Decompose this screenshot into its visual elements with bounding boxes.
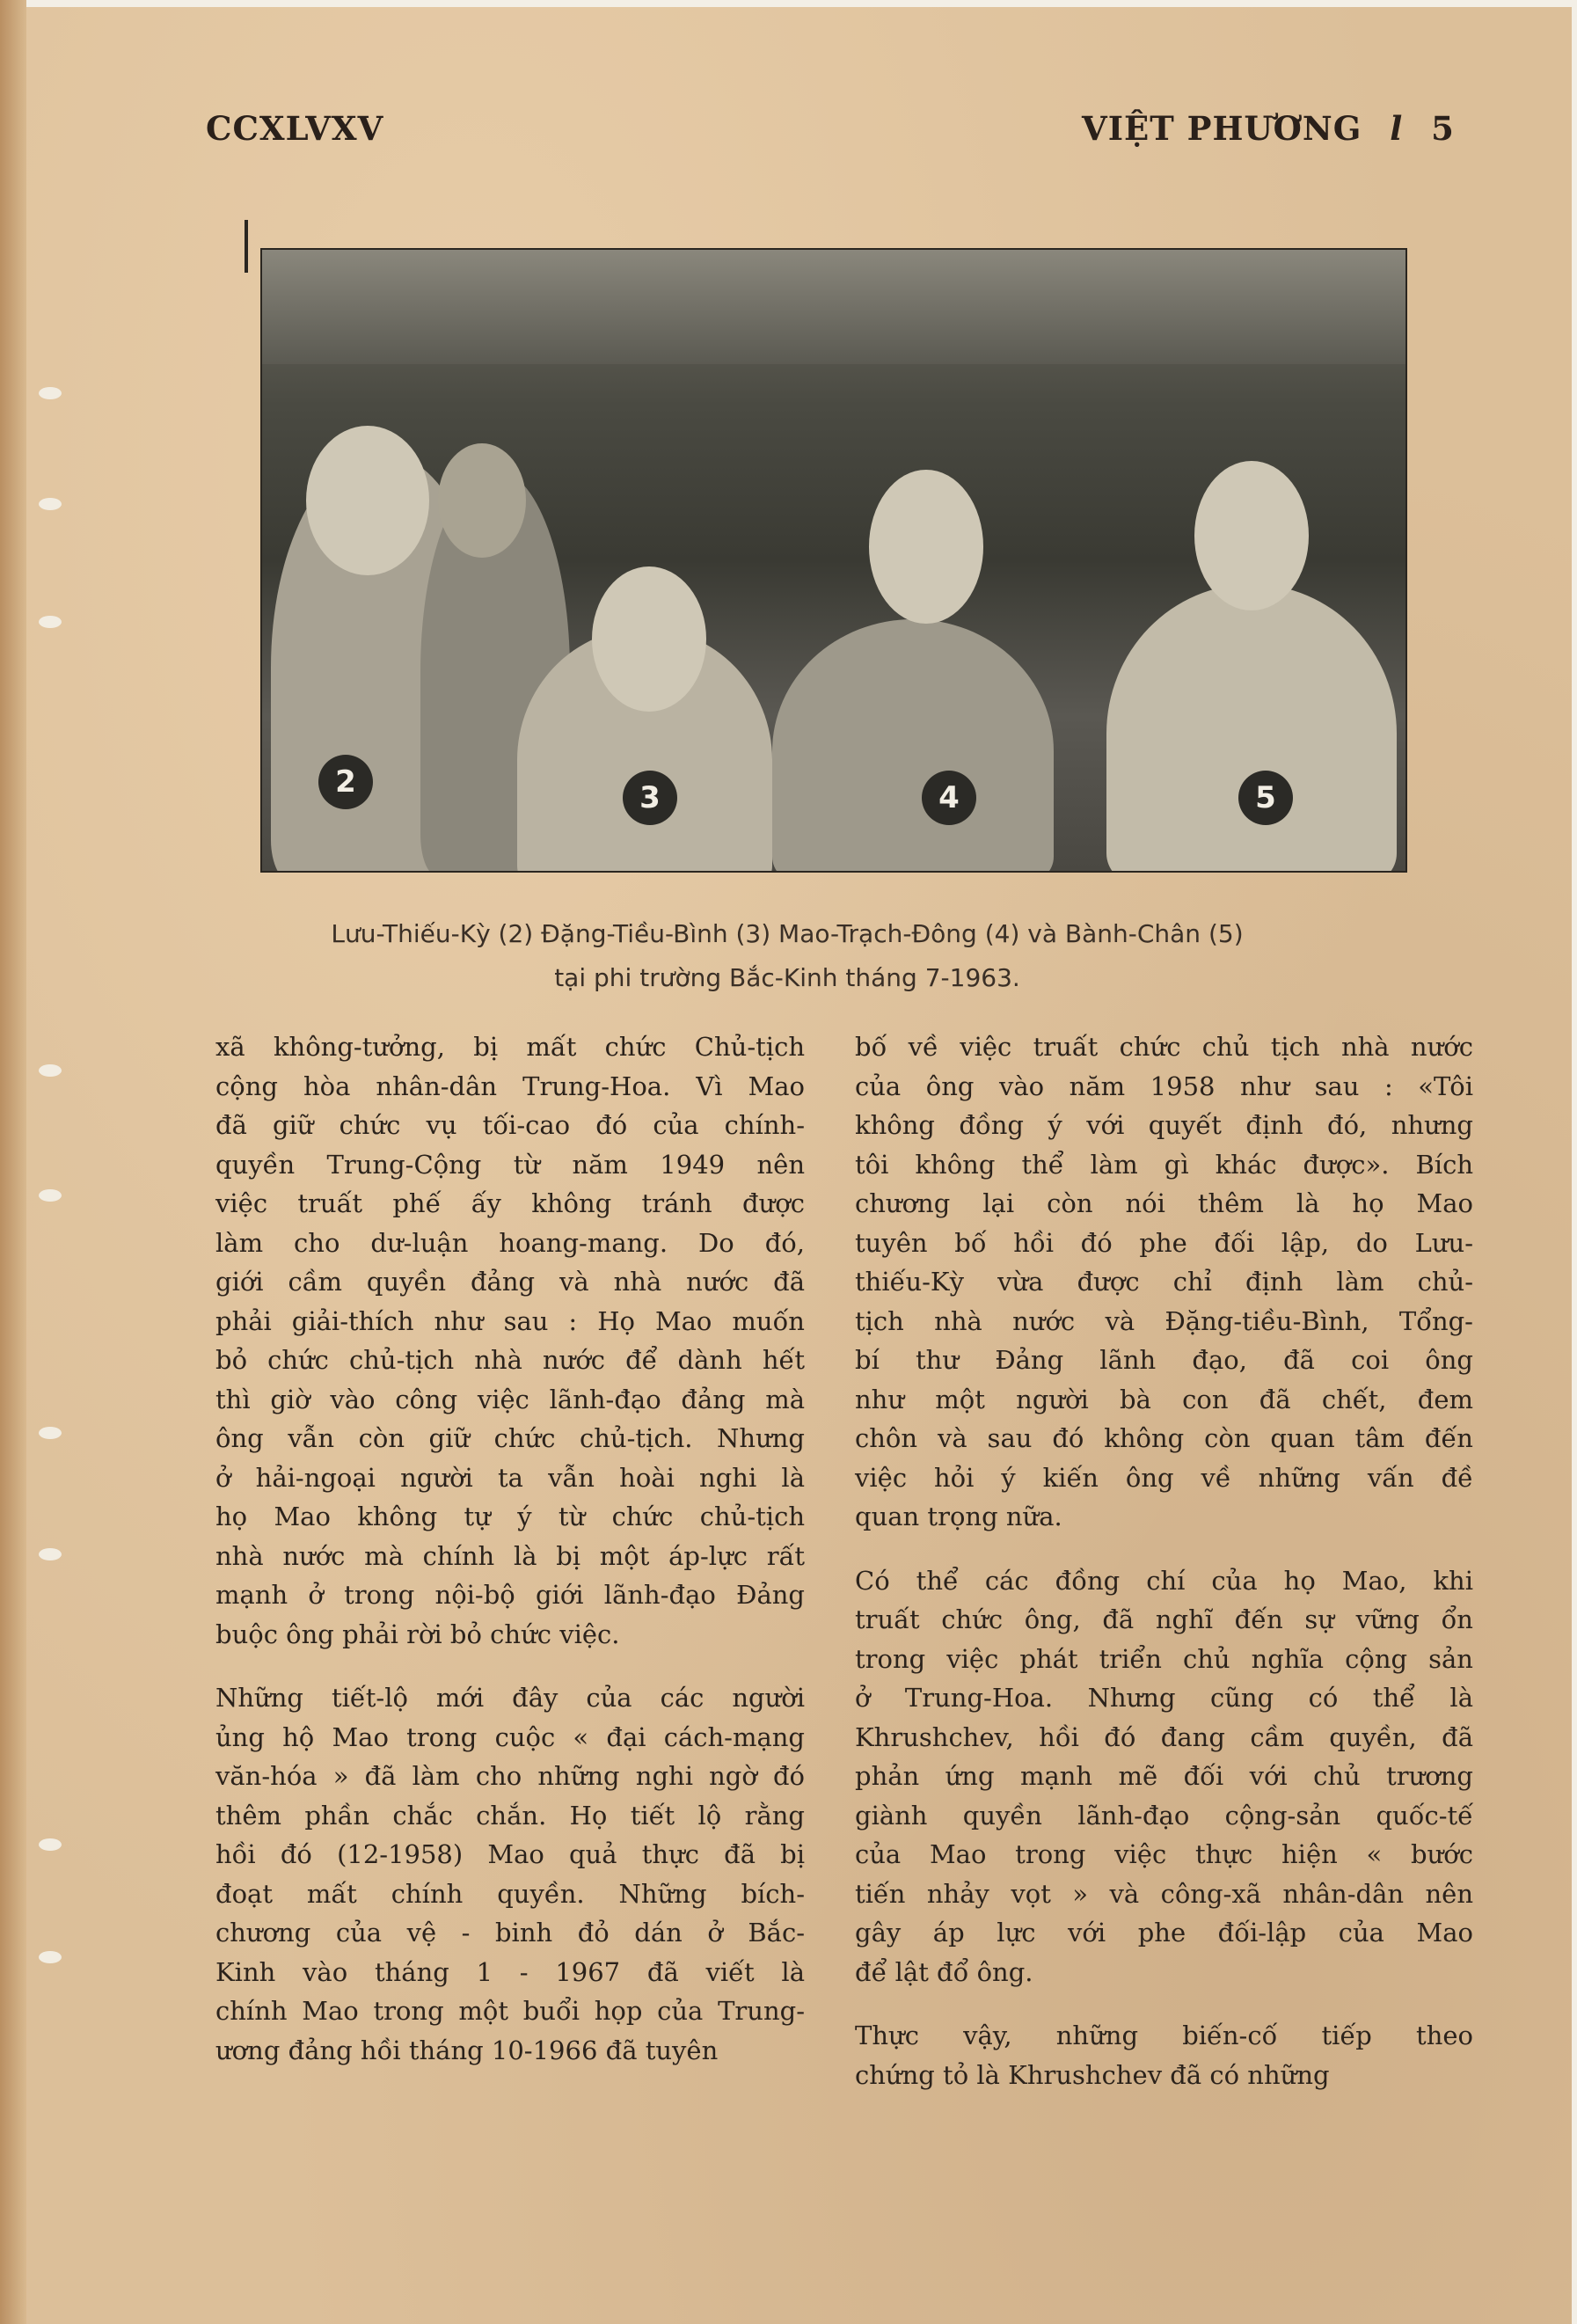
text-line: hồi đó (12-1958) Mao quả thực đã bị	[215, 1839, 805, 1869]
running-header-right	[1082, 109, 1455, 148]
group-photograph	[260, 248, 1407, 873]
text-line: thêm phần chắc chắn. Họ tiết lộ rằng	[215, 1800, 805, 1831]
page-number: 5	[1431, 109, 1455, 148]
photo-figure	[1106, 584, 1397, 873]
text-line: ương đảng hồi tháng 10-1966 đã tuyên	[215, 2035, 719, 2065]
left-text-column	[215, 1027, 805, 2070]
text-line: cộng hòa nhân-dân Trung-Hoa. Vì Mao	[215, 1071, 805, 1101]
text-line: việc hỏi ý kiến ông về những vấn đề	[855, 1462, 1473, 1493]
page-top-edge	[0, 0, 1577, 7]
text-line: việc truất phế ấy không tránh được	[215, 1188, 805, 1218]
photo-caption-line-2: tại phi trường Bắc-Kinh tháng 7-1963.	[554, 963, 1020, 992]
binding-hole	[39, 1189, 62, 1202]
paragraph	[215, 1027, 805, 1654]
text-line: chương của vệ - binh đỏ dán ở Bắc-	[215, 1918, 805, 1948]
photo-face	[438, 443, 526, 558]
binding-hole	[39, 616, 62, 628]
text-line: xã không-tưởng, bị mất chức Chủ-tịch	[215, 1032, 805, 1062]
text-line: giới cầm quyền đảng và nhà nước đã	[215, 1267, 805, 1297]
text-line: đã giữ chức vụ tối-cao đó của chính-	[215, 1110, 805, 1140]
text-line: như một người bà con đã chết, đem	[855, 1384, 1473, 1414]
text-line: tuyên bố hồi đó phe đối lập, do Lưu-	[855, 1227, 1473, 1258]
page-right-edge	[1572, 0, 1577, 2324]
binding-hole	[39, 1427, 62, 1439]
paragraph	[855, 2016, 1473, 2094]
binding-hole	[39, 1838, 62, 1851]
binding-hole	[39, 1951, 62, 1963]
text-line: ở hải-ngoại người ta vẫn hoài nghi là	[215, 1462, 805, 1493]
text-line: giành quyền lãnh-đạo cộng-sản quốc-tế	[855, 1800, 1473, 1831]
text-line: chương lại còn nói thêm là họ Mao	[855, 1188, 1473, 1218]
text-line: thiếu-Kỳ vừa được chỉ định làm chủ-	[855, 1267, 1473, 1297]
text-line: đoạt mất chính quyền. Những bích-	[215, 1878, 805, 1909]
page-binding-edge	[0, 0, 26, 2324]
binding-hole	[39, 1064, 62, 1077]
text-line: chôn và sau đó không còn quan tâm đến	[855, 1423, 1473, 1453]
text-line: văn-hóa » đã làm cho những nghi ngờ đó	[215, 1761, 805, 1791]
text-line: làm cho dư-luận hoang-mang. Do đó,	[215, 1227, 805, 1258]
text-line: tịch nhà nước và Đặng-tiều-Bình, Tổng-	[855, 1305, 1473, 1336]
text-line: chính Mao trong một buổi họp của Trung-	[215, 1996, 805, 2026]
text-line: bí thư Đảng lãnh đạo, đã coi ông	[855, 1345, 1473, 1375]
paragraph	[215, 1678, 805, 2070]
photo-caption-line-1: Lưu-Thiếu-Kỳ (2) Đặng-Tiều-Bình (3) Mao-Trạch-Đông (4) và Bành-Chân (5)	[331, 919, 1244, 948]
text-line: Khrushchev, hồi đó đang cầm quyền, đã	[855, 1721, 1473, 1752]
text-line: tiến nhảy vọt » và công-xã nhân-dân nên	[855, 1878, 1473, 1909]
text-line: Những tiết-lộ mới đây của các người	[215, 1683, 805, 1713]
text-line: Có thể các đồng chí của họ Mao, khi	[855, 1565, 1473, 1596]
paragraph	[855, 1027, 1473, 1537]
text-line: phản ứng mạnh mẽ đối với chủ trương	[855, 1761, 1473, 1791]
text-line: trong việc phát triển chủ nghĩa cộng sản	[855, 1643, 1473, 1674]
text-line: bố về việc truất chức chủ tịch nhà nước	[855, 1032, 1473, 1062]
text-line: không đồng ý với quyết định đó, nhưng	[855, 1110, 1473, 1140]
photo-number-badge: 2	[318, 755, 373, 809]
photo-number-badge: 3	[623, 771, 677, 825]
text-line: truất chức ông, đã nghĩ đến sự vững ổn	[855, 1604, 1473, 1634]
text-line: chứng tỏ là Khrushchev đã có những	[855, 2059, 1330, 2090]
text-line: quan trọng nữa.	[855, 1502, 1062, 1531]
publication-title: VIỆT PHƯƠNG	[1082, 109, 1362, 148]
photo-figure	[772, 619, 1054, 873]
photo-sky	[262, 250, 1405, 364]
photo-face	[306, 426, 429, 575]
text-line: họ Mao không tự ý từ chức chủ-tịch	[215, 1502, 805, 1531]
text-line: ủng hộ Mao trong cuộc « đại cách-mạng	[215, 1721, 805, 1752]
paragraph	[855, 1561, 1473, 1992]
text-line: Kinh vào tháng 1 - 1967 đã viết là	[215, 1956, 805, 1987]
binding-hole	[39, 498, 62, 510]
text-line: Thực vậy, những biến-cố tiếp theo	[855, 2021, 1473, 2050]
text-line: ông vẫn còn giữ chức chủ-tịch. Nhưng	[215, 1423, 805, 1453]
photo-face	[869, 470, 983, 624]
text-line: mạnh ở trong nội-bộ giới lãnh-đạo Đảng	[215, 1580, 805, 1610]
text-line: của Mao trong việc thực hiện « bước	[855, 1839, 1473, 1869]
photo-number-badge: 4	[922, 771, 976, 825]
text-line: nhà nước mà chính là bị một áp-lực rất	[215, 1540, 805, 1571]
text-line: quyền Trung-Cộng từ năm 1949 nên	[215, 1149, 805, 1180]
photo-number-badge: 5	[1238, 771, 1293, 825]
photo-face	[592, 566, 706, 712]
text-line: để lật đổ ông.	[855, 1956, 1033, 1987]
binding-hole	[39, 1548, 62, 1560]
text-line: phải giải-thích như sau : Họ Mao muốn	[215, 1305, 805, 1336]
text-line: buộc ông phải rời bỏ chức việc.	[215, 1619, 620, 1649]
right-text-column	[855, 1027, 1473, 2094]
text-line: bỏ chức chủ-tịch nhà nước để dành hết	[215, 1345, 805, 1375]
text-line: của ông vào năm 1958 như sau : «Tôi	[855, 1071, 1473, 1101]
photo-face	[1194, 461, 1309, 610]
text-line: gây áp lực với phe đối-lập của Mao	[855, 1918, 1473, 1948]
running-header-left: CCXLVXV	[206, 109, 384, 148]
text-line: tôi không thể làm gì khác được». Bích	[855, 1149, 1473, 1180]
text-line: ở Trung-Hoa. Nhưng cũng có thể là	[855, 1683, 1473, 1713]
binding-hole	[39, 387, 62, 399]
text-line: thì giờ vào công việc lãnh-đạo đảng mà	[215, 1384, 805, 1414]
photo-crop-mark	[245, 220, 248, 273]
header-separator: l	[1390, 109, 1404, 148]
